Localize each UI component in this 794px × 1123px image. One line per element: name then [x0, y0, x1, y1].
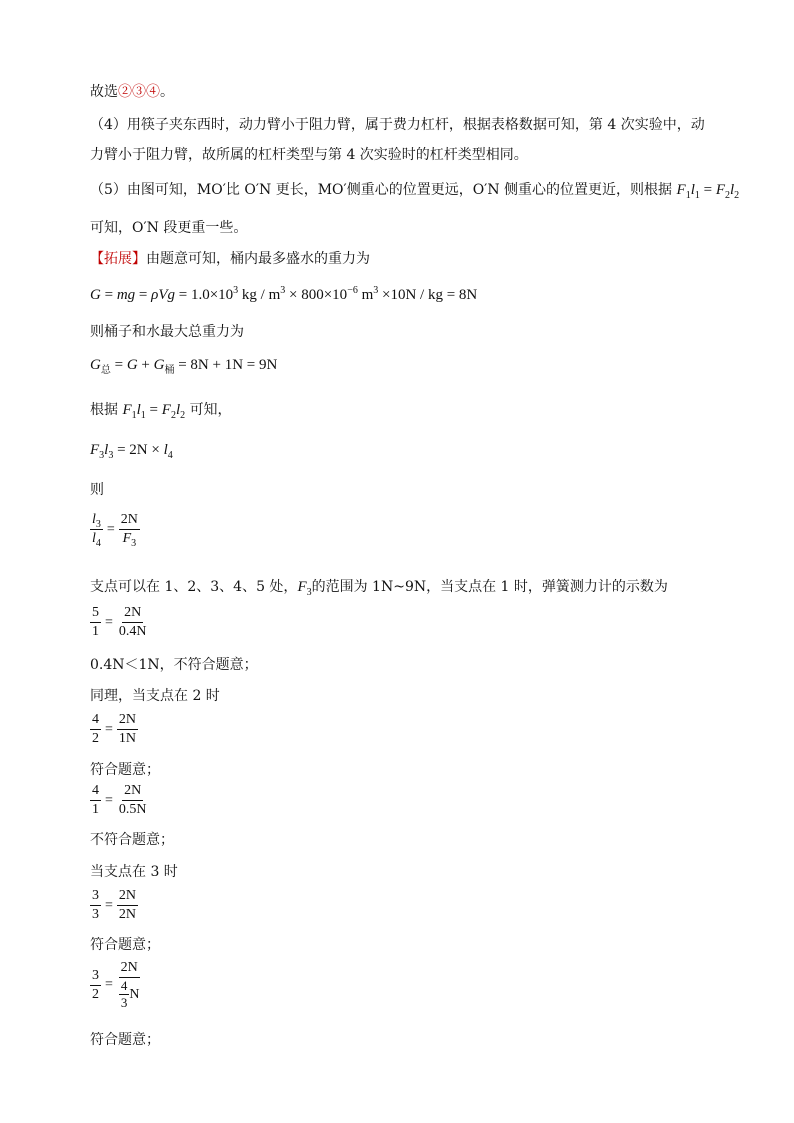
- fraction-equation-2: $\frac{4}{2}$ = $\frac{2N}{1N}$: [92, 712, 137, 746]
- fulcrum-range-text: 支点可以在 1、2、3、4、5 处，: [90, 579, 298, 595]
- answer-prefix: 故选: [90, 84, 118, 100]
- lever-law-formula: $F_1l_1 = F_2l_2$: [676, 182, 740, 201]
- total-gravity-intro: 则桶子和水最大总重力为: [90, 324, 244, 340]
- gravity-equation: G = mg = $\rho Vg = 1.0\times 10^3$ kg / $m^3 \times 800\times 10^{-6}$ $m^3 \times 10N$ / kg = 8N: [90, 285, 478, 303]
- extension-heading: [90, 249, 370, 269]
- answer-options: ②③④: [118, 84, 160, 100]
- result-line-1: 0.4N＜1N，不符合题意；: [90, 657, 258, 673]
- lever-law-formula-2: $F_1l_1 = F_2l_2$: [122, 402, 186, 421]
- extension-tag: 【拓展】: [90, 251, 146, 267]
- f3-symbol: $F_3$: [297, 579, 312, 598]
- fraction-equation-4: $\frac{3}{3}$ = $\frac{2N}{2N}$: [92, 888, 137, 922]
- answer-choice-line: [90, 82, 174, 102]
- result-line-3: 不符合题意；: [90, 832, 174, 848]
- ratio-equation: $\frac{l_3}{l_4}$ = $\frac{2N}{F_3}$: [92, 512, 138, 549]
- paragraph-4-line-2: 力臂小于阻力臂，故所属的杠杆类型与第 4 次实验时的杠杆类型相同。: [90, 147, 528, 163]
- paragraph-5-line-1: [90, 180, 739, 200]
- paragraph-5-line-2: 可知，O′N 段更重一些。: [90, 220, 248, 236]
- result-line-2: 符合题意；: [90, 762, 160, 778]
- fulcrum-range-text-2: 的范围为 1N~9N，当支点在 1 时，弹簧测力计的示数为: [311, 579, 668, 595]
- fulcrum-2-heading: 同理，当支点在 2 时: [90, 688, 220, 704]
- result-line-4: 符合题意；: [90, 937, 160, 953]
- lever-law-line: [90, 400, 232, 420]
- total-gravity-equation: $G_总 = G + G_桶 = 8N + 1N = 9N$: [90, 357, 278, 376]
- paragraph-5-text: （5）由图可知，MO′比 O′N 更长，MO′侧重心的位置更远，O′N 侧重心的位置更近，则根据: [90, 182, 673, 198]
- lever-law-prefix: 根据: [90, 402, 118, 418]
- lever-law-suffix: 可知，: [189, 402, 232, 418]
- fraction-equation-5: $\frac{3}{2}$ = 2N 4 3 N: [92, 960, 140, 1010]
- result-line-5: 符合题意；: [90, 1032, 160, 1048]
- f3-equation: $F_3l_3 = 2N \times l_4$: [90, 442, 173, 461]
- then-label: 则: [90, 482, 104, 498]
- fraction-equation-1: $\frac{5}{1}$ = $\frac{2N}{0.4N}$: [92, 605, 147, 639]
- fraction-equation-3: $\frac{4}{1}$ = $\frac{2N}{0.5N}$: [92, 783, 147, 817]
- answer-suffix: 。: [160, 84, 174, 100]
- extension-text: 由题意可知，桶内最多盛水的重力为: [146, 251, 370, 267]
- fulcrum-3-heading: 当支点在 3 时: [90, 864, 178, 880]
- fulcrum-range-line: [90, 577, 668, 597]
- paragraph-4-line-1: （4）用筷子夹东西时，动力臂小于阻力臂，属于费力杠杆，根据表格数据可知，第 4 次实验中，动: [90, 117, 705, 133]
